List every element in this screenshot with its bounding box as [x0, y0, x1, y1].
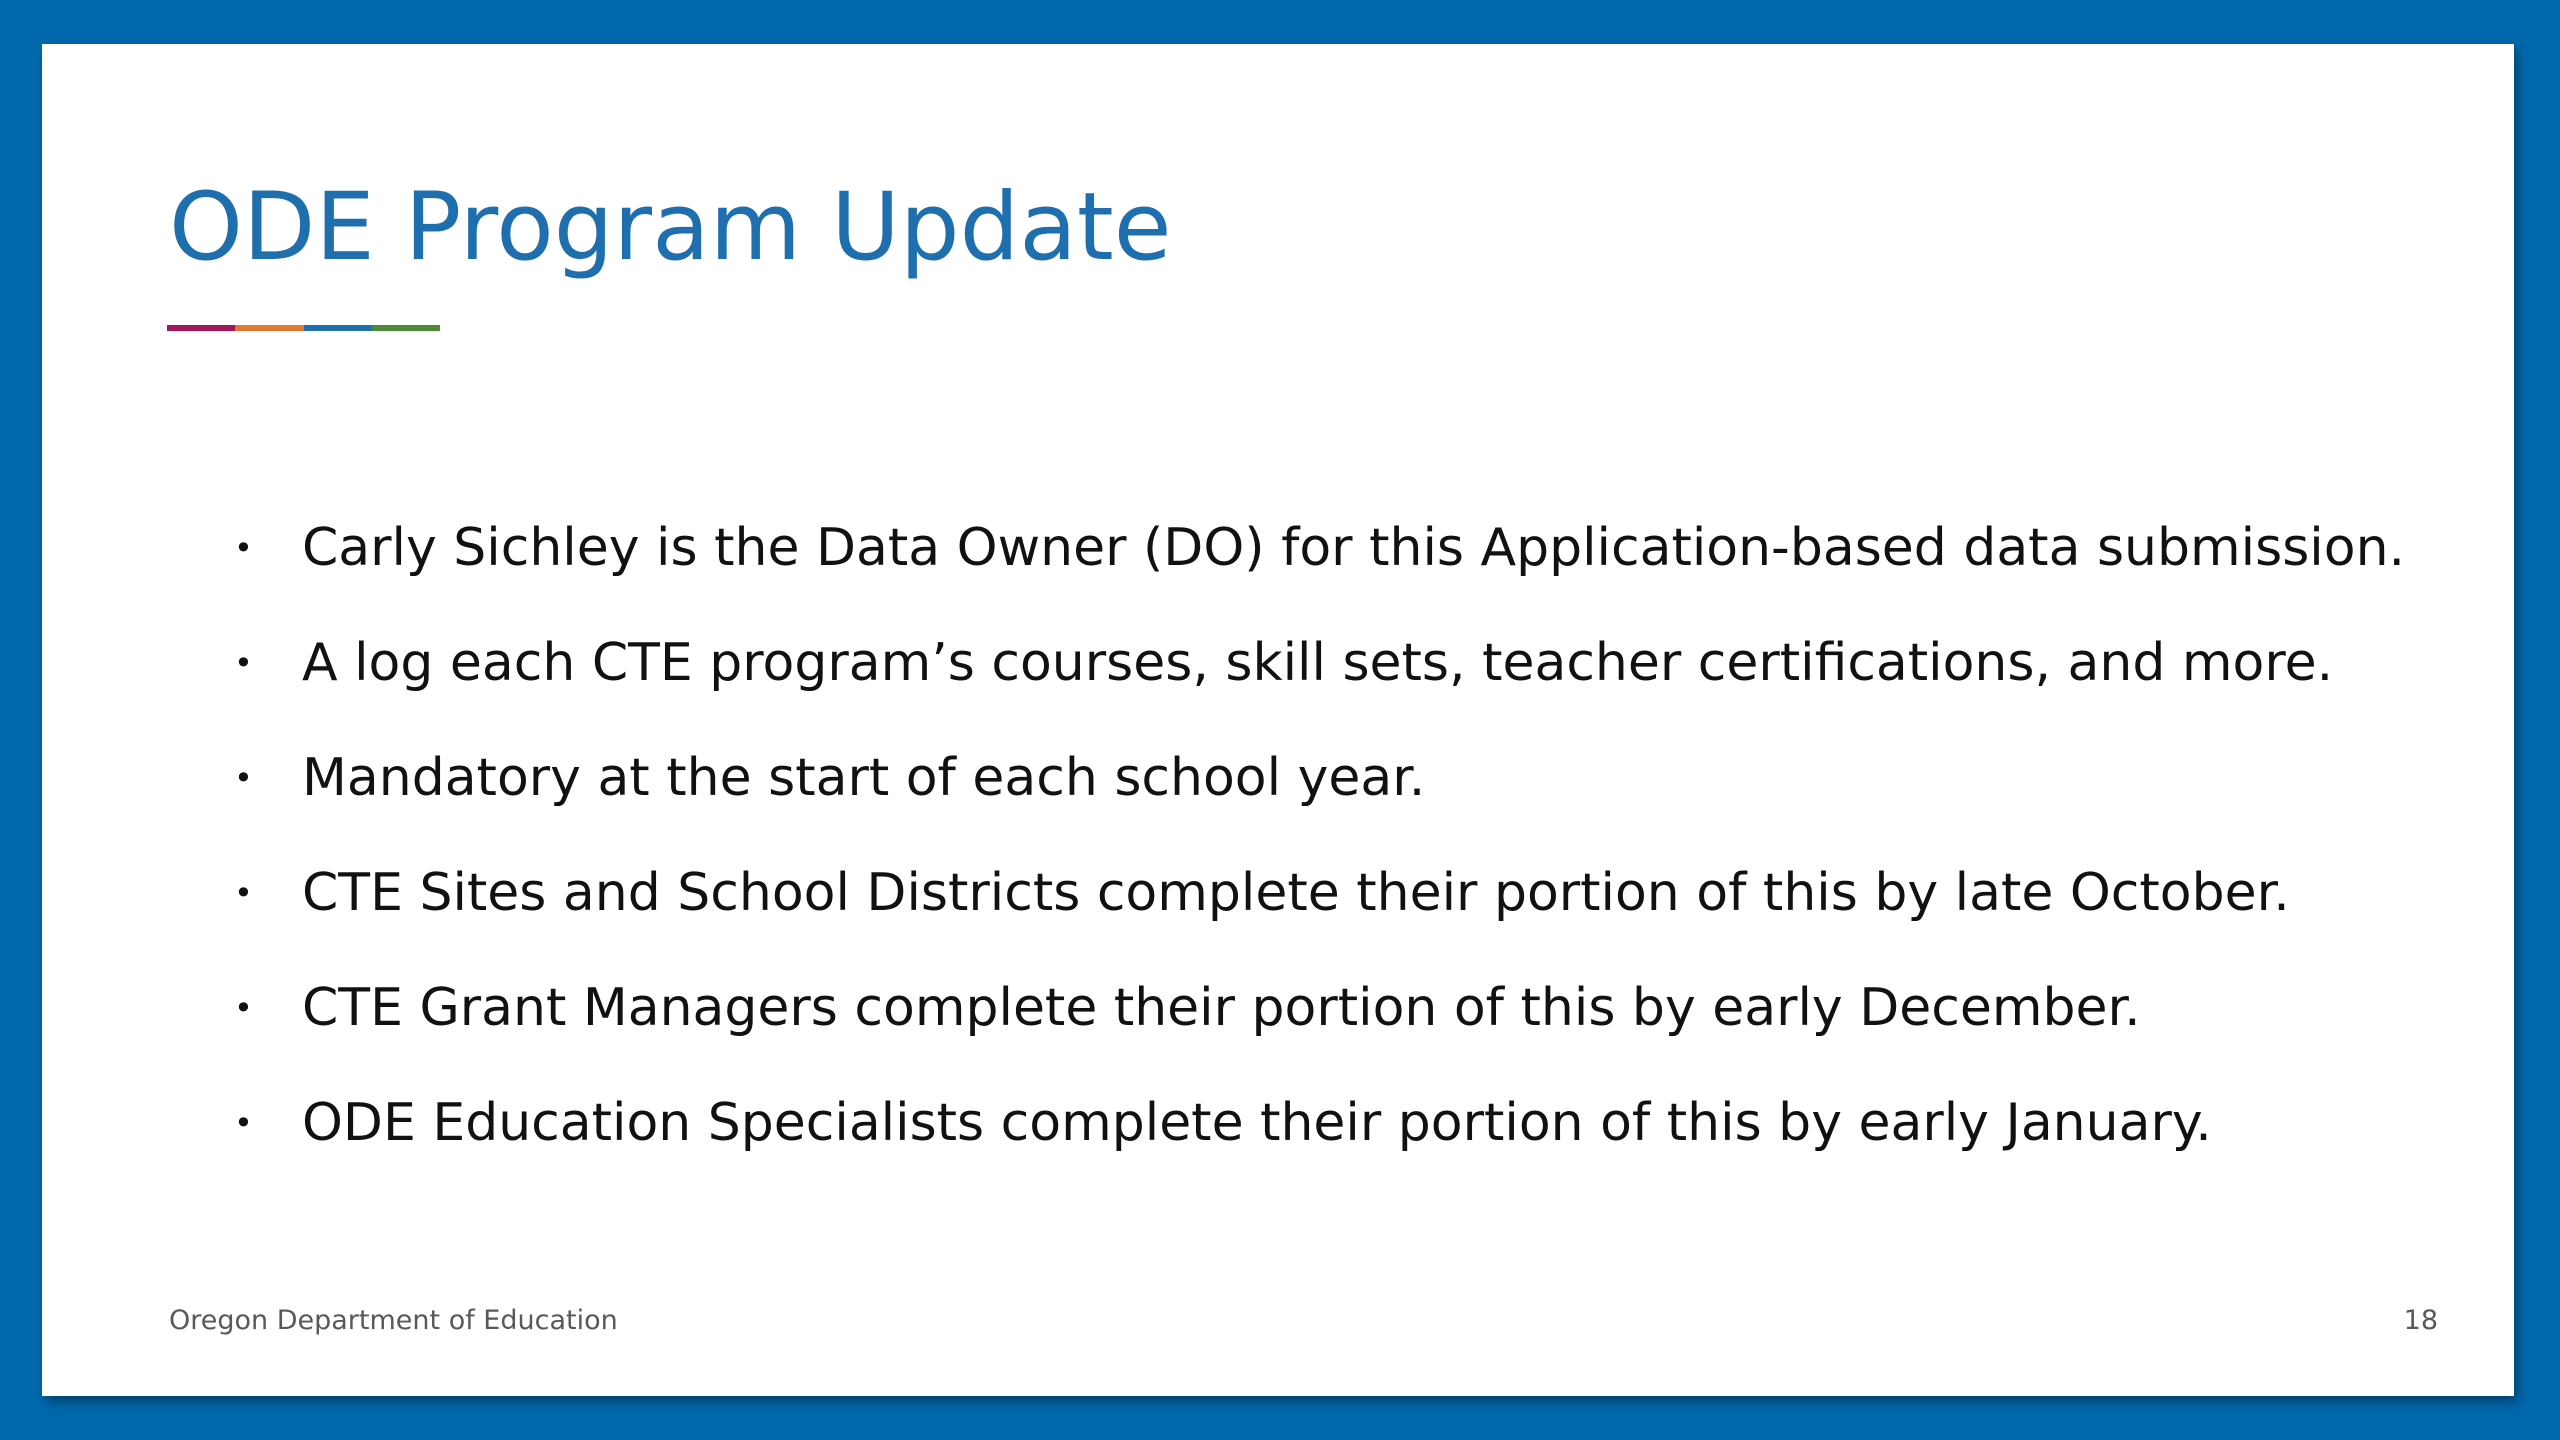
bullet-dot: • [234, 989, 253, 1027]
bullet-text: CTE Sites and School Districts complete their portion of this by late October. [302, 863, 2290, 923]
bullet-item [192, 853, 2482, 968]
footer-page-number: 18 [2403, 1305, 2438, 1336]
bullet-list [192, 508, 2482, 1198]
underline-segment-4 [372, 325, 440, 331]
bullet-text: ODE Education Specialists complete their portion of this by early January. [302, 1093, 2212, 1153]
bullet-item [192, 623, 2482, 738]
bullet-text: Carly Sichley is the Data Owner (DO) for this Application-based data submission. [302, 518, 2406, 578]
bullet-dot: • [234, 644, 253, 682]
title-underline [167, 325, 440, 331]
bullet-item [192, 1083, 2482, 1198]
slide [42, 44, 2514, 1396]
bullet-dot: • [234, 529, 253, 567]
bullet-item [192, 508, 2482, 623]
bullet-dot: • [234, 759, 253, 797]
footer-organization: Oregon Department of Education [169, 1305, 618, 1336]
bullet-text: A log each CTE program’s courses, skill sets, teacher certifications, and more. [302, 633, 2334, 693]
bullet-text: Mandatory at the start of each school year. [302, 748, 1426, 808]
underline-segment-1 [167, 325, 235, 331]
underline-segment-3 [304, 325, 372, 331]
bullet-text: CTE Grant Managers complete their portion of this by early December. [302, 978, 2141, 1038]
slide-title: ODE Program Update [169, 173, 1172, 282]
bullet-item [192, 968, 2482, 1083]
bullet-item [192, 738, 2482, 853]
bullet-dot: • [234, 874, 253, 912]
underline-segment-2 [235, 325, 303, 331]
bullet-dot: • [234, 1104, 253, 1142]
